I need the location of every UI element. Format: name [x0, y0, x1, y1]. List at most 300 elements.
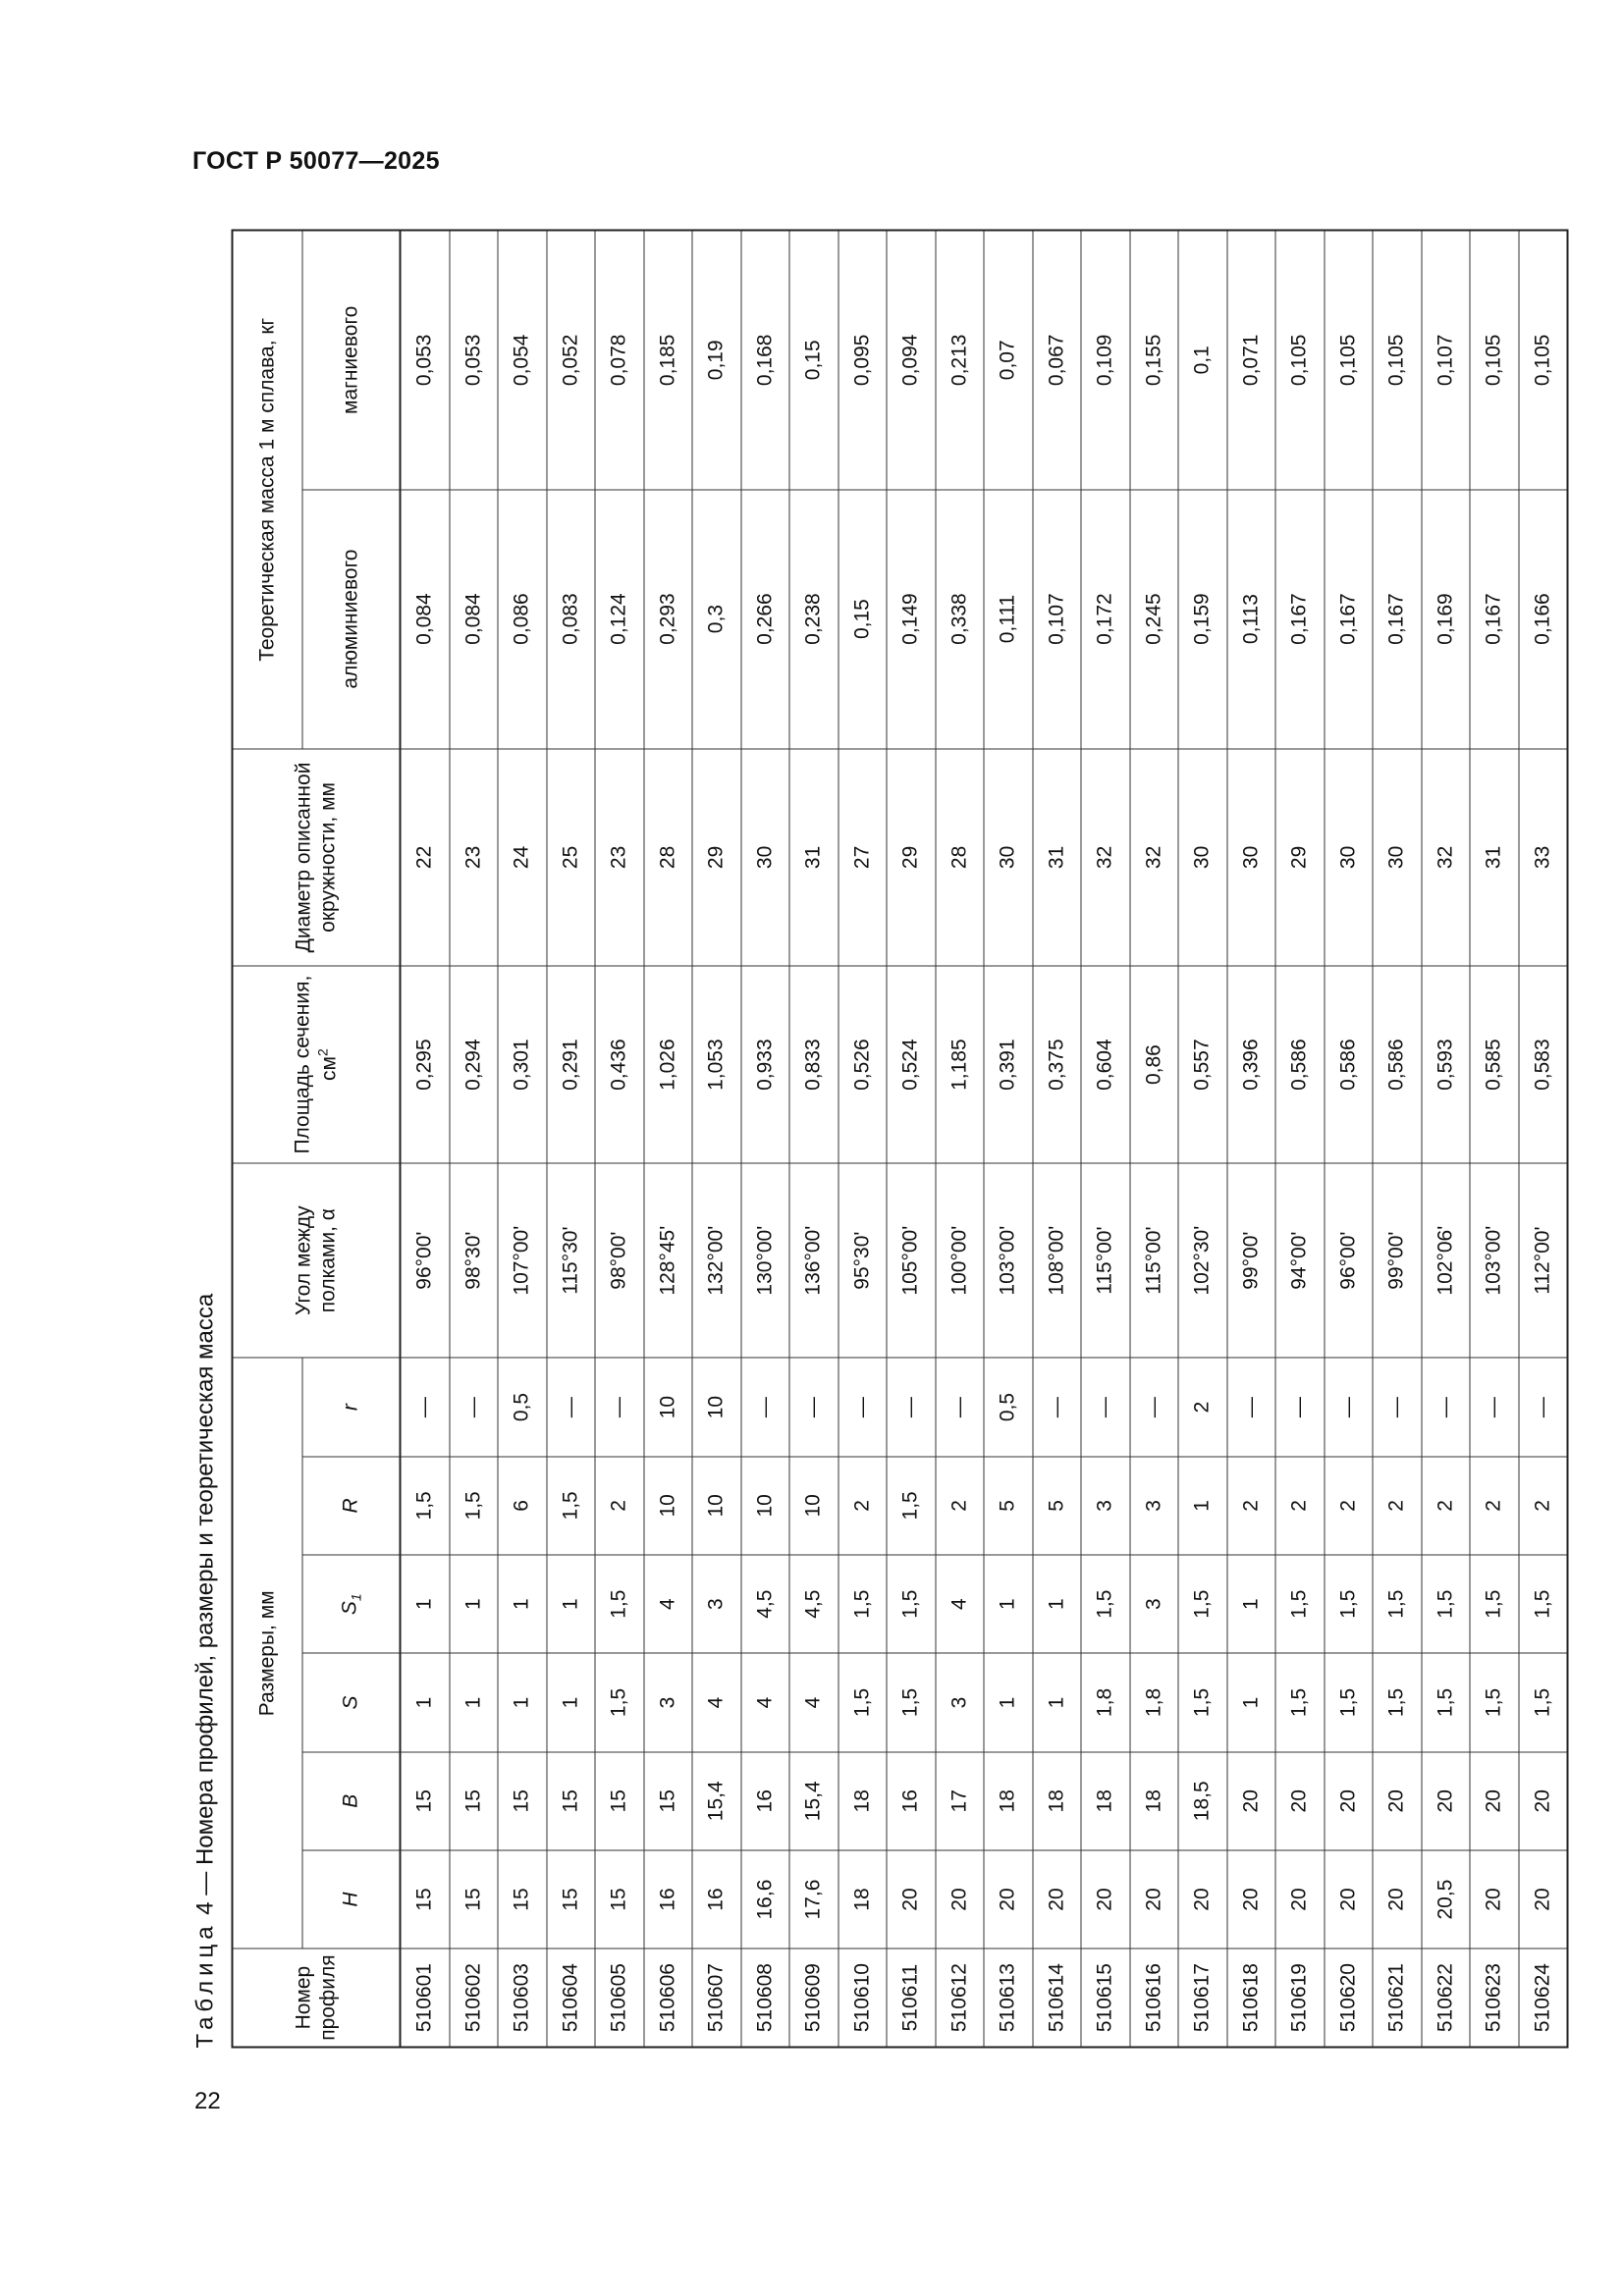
cell-mass-magnesium: 0,095 — [839, 231, 888, 490]
cell-R: 2 — [1373, 1457, 1422, 1555]
cell-r: — — [839, 1358, 888, 1456]
cell-B: 15 — [644, 1752, 693, 1850]
cell-diameter: 29 — [1275, 749, 1325, 967]
cell-S: 1 — [401, 1653, 450, 1751]
header-dimensions-group: Размеры, мм — [233, 1358, 303, 1949]
cell-H: 16 — [692, 1850, 741, 1949]
cell-mass-magnesium: 0,107 — [1422, 231, 1471, 490]
cell-area: 1,026 — [644, 966, 693, 1163]
cell-B: 18 — [839, 1752, 888, 1850]
cell-mass-magnesium: 0,094 — [887, 231, 936, 490]
cell-R: 1,5 — [401, 1457, 450, 1555]
cell-mass-aluminum: 0,169 — [1422, 490, 1471, 749]
cell-area: 0,583 — [1519, 966, 1568, 1163]
cell-profile-number: 510613 — [984, 1949, 1033, 2047]
cell-H: 20 — [1373, 1850, 1422, 1949]
cell-mass-aluminum: 0,167 — [1373, 490, 1422, 749]
cell-mass-aluminum: 0,167 — [1470, 490, 1519, 749]
cell-angle: 103°00' — [984, 1163, 1033, 1359]
cell-S1: 1,5 — [1325, 1555, 1374, 1653]
header-H: H — [302, 1850, 401, 1949]
cell-mass-aluminum: 0,113 — [1227, 490, 1276, 749]
cell-r: — — [547, 1358, 596, 1456]
header-R: R — [302, 1457, 401, 1555]
cell-angle: 98°30' — [450, 1163, 499, 1359]
cell-H: 20 — [1081, 1850, 1130, 1949]
cell-angle: 115°30' — [547, 1163, 596, 1359]
cell-H: 18 — [839, 1850, 888, 1949]
cell-B: 15 — [595, 1752, 644, 1850]
cell-S: 1,5 — [1178, 1653, 1227, 1751]
table-row — [450, 231, 499, 2048]
table-row — [984, 231, 1033, 2048]
cell-S1: 4 — [644, 1555, 693, 1653]
cell-angle: 102°30' — [1178, 1163, 1227, 1359]
cell-angle: 102°06' — [1422, 1163, 1471, 1359]
cell-H: 20 — [1275, 1850, 1325, 1949]
cell-H: 20 — [1227, 1850, 1276, 1949]
cell-area: 0,593 — [1422, 966, 1471, 1163]
cell-profile-number: 510603 — [498, 1949, 547, 2047]
cell-profile-number: 510607 — [692, 1949, 741, 2047]
cell-S1: 4 — [936, 1555, 985, 1653]
cell-r: — — [401, 1358, 450, 1456]
cell-H: 20 — [1519, 1850, 1568, 1949]
header-S1-sub: 1 — [348, 1593, 364, 1602]
table-row — [401, 231, 450, 2048]
cell-angle: 128°45' — [644, 1163, 693, 1359]
cell-S: 4 — [789, 1653, 839, 1751]
cell-S: 1,5 — [887, 1653, 936, 1751]
cell-S: 1,5 — [1519, 1653, 1568, 1751]
cell-angle: 95°30' — [839, 1163, 888, 1359]
cell-S: 4 — [692, 1653, 741, 1751]
table-row — [644, 231, 693, 2048]
cell-area: 0,933 — [741, 966, 790, 1163]
cell-mass-magnesium: 0,19 — [692, 231, 741, 490]
cell-H: 20 — [936, 1850, 985, 1949]
cell-R: 2 — [839, 1457, 888, 1555]
header-mass-group: Теоретическая масса 1 м сплава, кг — [233, 231, 303, 749]
cell-B: 15,4 — [692, 1752, 741, 1850]
cell-mass-magnesium: 0,07 — [984, 231, 1033, 490]
cell-S1: 1,5 — [1470, 1555, 1519, 1653]
caption-number: 4 — [191, 1901, 219, 1915]
cell-r: — — [1373, 1358, 1422, 1456]
cell-r: — — [1130, 1358, 1179, 1456]
cell-diameter: 30 — [1227, 749, 1276, 967]
cell-profile-number: 510609 — [789, 1949, 839, 2047]
cell-S: 1,5 — [1325, 1653, 1374, 1751]
cell-H: 15 — [595, 1850, 644, 1949]
cell-r: — — [1033, 1358, 1082, 1456]
cell-B: 20 — [1325, 1752, 1374, 1850]
cell-mass-aluminum: 0,086 — [498, 490, 547, 749]
cell-B: 20 — [1519, 1752, 1568, 1850]
cell-profile-number: 510621 — [1373, 1949, 1422, 2047]
cell-S: 1,5 — [595, 1653, 644, 1751]
caption-label: Таблица — [191, 1921, 219, 2049]
cell-H: 20 — [1178, 1850, 1227, 1949]
cell-mass-aluminum: 0,149 — [887, 490, 936, 749]
cell-profile-number: 510615 — [1081, 1949, 1130, 2047]
cell-area: 0,526 — [839, 966, 888, 1163]
cell-area: 0,557 — [1178, 966, 1227, 1163]
cell-mass-aluminum: 0,238 — [789, 490, 839, 749]
cell-S: 4 — [741, 1653, 790, 1751]
cell-r: — — [1325, 1358, 1374, 1456]
cell-r: — — [789, 1358, 839, 1456]
cell-profile-number: 510612 — [936, 1949, 985, 2047]
table-row — [1519, 231, 1568, 2048]
cell-r: — — [1081, 1358, 1130, 1456]
cell-area: 0,604 — [1081, 966, 1130, 1163]
cell-mass-magnesium: 0,052 — [547, 231, 596, 490]
cell-r: — — [1422, 1358, 1471, 1456]
cell-diameter: 30 — [1325, 749, 1374, 967]
cell-profile-number: 510623 — [1470, 1949, 1519, 2047]
cell-H: 20 — [984, 1850, 1033, 1949]
table-row — [741, 231, 790, 2048]
cell-mass-magnesium: 0,213 — [936, 231, 985, 490]
cell-R: 10 — [692, 1457, 741, 1555]
cell-r: 0,5 — [984, 1358, 1033, 1456]
cell-S1: 1 — [450, 1555, 499, 1653]
cell-angle: 107°00' — [498, 1163, 547, 1359]
cell-area: 1,053 — [692, 966, 741, 1163]
header-B: B — [302, 1752, 401, 1850]
cell-area: 0,301 — [498, 966, 547, 1163]
cell-area: 0,291 — [547, 966, 596, 1163]
cell-mass-magnesium: 0,105 — [1470, 231, 1519, 490]
cell-S: 1 — [1033, 1653, 1082, 1751]
cell-area: 0,586 — [1325, 966, 1374, 1163]
cell-mass-magnesium: 0,105 — [1325, 231, 1374, 490]
cell-H: 20 — [1470, 1850, 1519, 1949]
cell-S1: 1 — [1227, 1555, 1276, 1653]
cell-B: 20 — [1227, 1752, 1276, 1850]
cell-r: — — [1227, 1358, 1276, 1456]
cell-S1: 4,5 — [789, 1555, 839, 1653]
cell-angle: 105°00' — [887, 1163, 936, 1359]
cell-S: 1,5 — [1373, 1653, 1422, 1751]
header-S1-text: S — [338, 1601, 361, 1616]
cell-diameter: 28 — [936, 749, 985, 967]
cell-diameter: 23 — [595, 749, 644, 967]
cell-diameter: 25 — [547, 749, 596, 967]
header-area-text: Площадь сечения, см — [291, 975, 341, 1154]
cell-profile-number: 510624 — [1519, 1949, 1568, 2047]
cell-S1: 1 — [547, 1555, 596, 1653]
table-row — [1033, 231, 1082, 2048]
cell-S: 1 — [984, 1653, 1033, 1751]
cell-S1: 1,5 — [887, 1555, 936, 1653]
cell-profile-number: 510617 — [1178, 1949, 1227, 2047]
cell-R: 1,5 — [547, 1457, 596, 1555]
table-body — [401, 231, 1568, 2048]
cell-mass-aluminum: 0,107 — [1033, 490, 1082, 749]
header-area — [233, 966, 401, 1163]
cell-diameter: 30 — [1373, 749, 1422, 967]
cell-r: — — [1519, 1358, 1568, 1456]
cell-area: 0,86 — [1130, 966, 1179, 1163]
cell-mass-magnesium: 0,053 — [401, 231, 450, 490]
cell-area: 0,436 — [595, 966, 644, 1163]
table-row — [887, 231, 936, 2048]
cell-R: 6 — [498, 1457, 547, 1555]
header-r: r — [302, 1358, 401, 1456]
header-profile-number: Номер профиля — [233, 1949, 401, 2047]
cell-area: 0,396 — [1227, 966, 1276, 1163]
cell-profile-number: 510622 — [1422, 1949, 1471, 2047]
cell-S: 1 — [498, 1653, 547, 1751]
cell-mass-aluminum: 0,111 — [984, 490, 1033, 749]
profiles-table — [232, 230, 1569, 2049]
cell-R: 2 — [1227, 1457, 1276, 1555]
cell-diameter: 28 — [644, 749, 693, 967]
cell-S: 1,5 — [1470, 1653, 1519, 1751]
cell-diameter: 27 — [839, 749, 888, 967]
cell-mass-magnesium: 0,168 — [741, 231, 790, 490]
cell-S1: 1 — [401, 1555, 450, 1653]
cell-S1: 1,5 — [1422, 1555, 1471, 1653]
cell-area: 0,586 — [1373, 966, 1422, 1163]
cell-r: — — [1470, 1358, 1519, 1456]
cell-r: — — [1275, 1358, 1325, 1456]
cell-B: 15 — [401, 1752, 450, 1850]
cell-diameter: 23 — [450, 749, 499, 967]
table-row — [692, 231, 741, 2048]
table-row — [1422, 231, 1471, 2048]
cell-area: 1,185 — [936, 966, 985, 1163]
cell-mass-magnesium: 0,105 — [1519, 231, 1568, 490]
table-row — [1227, 231, 1276, 2048]
cell-S1: 1,5 — [1519, 1555, 1568, 1653]
cell-mass-aluminum: 0,172 — [1081, 490, 1130, 749]
cell-profile-number: 510604 — [547, 1949, 596, 2047]
table-row — [498, 231, 547, 2048]
cell-H: 20 — [1033, 1850, 1082, 1949]
cell-B: 18,5 — [1178, 1752, 1227, 1850]
cell-profile-number: 510616 — [1130, 1949, 1179, 2047]
cell-diameter: 30 — [741, 749, 790, 967]
cell-profile-number: 510602 — [450, 1949, 499, 2047]
cell-r: — — [450, 1358, 499, 1456]
cell-R: 10 — [644, 1457, 693, 1555]
cell-R: 2 — [936, 1457, 985, 1555]
cell-S1: 4,5 — [741, 1555, 790, 1653]
cell-S1: 1,5 — [839, 1555, 888, 1653]
cell-R: 2 — [1519, 1457, 1568, 1555]
caption-text: — Номера профилей, размеры и теоретическая масса — [191, 1293, 219, 1896]
cell-mass-magnesium: 0,185 — [644, 231, 693, 490]
cell-S1: 3 — [692, 1555, 741, 1653]
cell-profile-number: 510605 — [595, 1949, 644, 2047]
cell-mass-magnesium: 0,067 — [1033, 231, 1082, 490]
cell-mass-aluminum: 0,3 — [692, 490, 741, 749]
header-angle: Угол между полками, α — [233, 1163, 401, 1359]
table-row — [1275, 231, 1325, 2048]
cell-profile-number: 510611 — [887, 1949, 936, 2047]
cell-diameter: 30 — [1178, 749, 1227, 967]
cell-S1: 1 — [498, 1555, 547, 1653]
cell-R: 2 — [1325, 1457, 1374, 1555]
cell-B: 15 — [450, 1752, 499, 1850]
cell-area: 0,295 — [401, 966, 450, 1163]
cell-S: 1,5 — [839, 1653, 888, 1751]
cell-S1: 1,5 — [595, 1555, 644, 1653]
cell-diameter: 29 — [692, 749, 741, 967]
cell-mass-magnesium: 0,105 — [1373, 231, 1422, 490]
cell-mass-aluminum: 0,338 — [936, 490, 985, 749]
cell-R: 2 — [1422, 1457, 1471, 1555]
cell-angle: 99°00' — [1227, 1163, 1276, 1359]
cell-profile-number: 510608 — [741, 1949, 790, 2047]
cell-B: 18 — [984, 1752, 1033, 1850]
cell-mass-aluminum: 0,124 — [595, 490, 644, 749]
cell-diameter: 31 — [789, 749, 839, 967]
cell-area: 0,585 — [1470, 966, 1519, 1163]
cell-area: 0,586 — [1275, 966, 1325, 1163]
cell-r: 0,5 — [498, 1358, 547, 1456]
cell-diameter: 32 — [1130, 749, 1179, 967]
cell-mass-aluminum: 0,266 — [741, 490, 790, 749]
cell-S1: 1,5 — [1373, 1555, 1422, 1653]
cell-area: 0,294 — [450, 966, 499, 1163]
cell-R: 5 — [984, 1457, 1033, 1555]
header-S: S — [302, 1653, 401, 1751]
cell-mass-aluminum: 0,293 — [644, 490, 693, 749]
cell-R: 5 — [1033, 1457, 1082, 1555]
cell-R: 2 — [1470, 1457, 1519, 1555]
cell-S: 1 — [450, 1653, 499, 1751]
cell-diameter: 22 — [401, 749, 450, 967]
cell-r: — — [887, 1358, 936, 1456]
cell-mass-magnesium: 0,1 — [1178, 231, 1227, 490]
cell-angle: 130°00' — [741, 1163, 790, 1359]
cell-profile-number: 510610 — [839, 1949, 888, 2047]
cell-B: 15 — [498, 1752, 547, 1850]
cell-B: 18 — [1033, 1752, 1082, 1850]
cell-mass-magnesium: 0,053 — [450, 231, 499, 490]
cell-mass-magnesium: 0,071 — [1227, 231, 1276, 490]
table-row — [839, 231, 888, 2048]
cell-angle: 96°00' — [1325, 1163, 1374, 1359]
cell-H: 20 — [887, 1850, 936, 1949]
rotated-table-area — [191, 230, 1554, 2049]
cell-mass-magnesium: 0,054 — [498, 231, 547, 490]
cell-diameter: 30 — [984, 749, 1033, 967]
table-row — [1178, 231, 1227, 2048]
cell-B: 16 — [741, 1752, 790, 1850]
cell-diameter: 24 — [498, 749, 547, 967]
cell-B: 15,4 — [789, 1752, 839, 1850]
cell-S1: 3 — [1130, 1555, 1179, 1653]
cell-S: 3 — [644, 1653, 693, 1751]
table-row — [595, 231, 644, 2048]
cell-angle: 136°00' — [789, 1163, 839, 1359]
cell-profile-number: 510619 — [1275, 1949, 1325, 2047]
cell-mass-aluminum: 0,167 — [1325, 490, 1374, 749]
cell-mass-magnesium: 0,078 — [595, 231, 644, 490]
cell-S1: 1,5 — [1178, 1555, 1227, 1653]
cell-angle: 112°00' — [1519, 1163, 1568, 1359]
cell-mass-aluminum: 0,159 — [1178, 490, 1227, 749]
cell-diameter: 32 — [1081, 749, 1130, 967]
cell-H: 15 — [498, 1850, 547, 1949]
cell-B: 20 — [1422, 1752, 1471, 1850]
cell-B: 20 — [1470, 1752, 1519, 1850]
page-number: 22 — [194, 2088, 221, 2114]
cell-B: 15 — [547, 1752, 596, 1850]
cell-R: 2 — [1275, 1457, 1325, 1555]
cell-R: 10 — [741, 1457, 790, 1555]
cell-angle: 132°00' — [692, 1163, 741, 1359]
cell-mass-aluminum: 0,167 — [1275, 490, 1325, 749]
cell-r: 2 — [1178, 1358, 1227, 1456]
cell-r: 10 — [644, 1358, 693, 1456]
cell-S: 1,5 — [1275, 1653, 1325, 1751]
cell-S: 3 — [936, 1653, 985, 1751]
cell-H: 16 — [644, 1850, 693, 1949]
cell-angle: 98°00' — [595, 1163, 644, 1359]
cell-H: 15 — [547, 1850, 596, 1949]
cell-angle: 96°00' — [401, 1163, 450, 1359]
cell-R: 1,5 — [450, 1457, 499, 1555]
header-diameter: Диаметр описанной окружности, мм — [233, 749, 401, 967]
cell-B: 18 — [1130, 1752, 1179, 1850]
cell-H: 15 — [450, 1850, 499, 1949]
cell-B: 20 — [1373, 1752, 1422, 1850]
cell-mass-aluminum: 0,166 — [1519, 490, 1568, 749]
document-code: ГОСТ Р 50077—2025 — [192, 147, 440, 175]
cell-diameter: 31 — [1470, 749, 1519, 967]
header-mass-magnesium: магниевого — [302, 231, 401, 490]
cell-H: 20 — [1325, 1850, 1374, 1949]
cell-angle: 94°00' — [1275, 1163, 1325, 1359]
table-row — [1373, 231, 1422, 2048]
cell-R: 3 — [1081, 1457, 1130, 1555]
cell-mass-aluminum: 0,084 — [450, 490, 499, 749]
cell-diameter: 29 — [887, 749, 936, 967]
cell-R: 1 — [1178, 1457, 1227, 1555]
cell-mass-aluminum: 0,15 — [839, 490, 888, 749]
cell-profile-number: 510618 — [1227, 1949, 1276, 2047]
cell-area: 0,375 — [1033, 966, 1082, 1163]
cell-angle: 103°00' — [1470, 1163, 1519, 1359]
cell-profile-number: 510620 — [1325, 1949, 1374, 2047]
cell-diameter: 32 — [1422, 749, 1471, 967]
cell-area: 0,524 — [887, 966, 936, 1163]
cell-R: 1,5 — [887, 1457, 936, 1555]
cell-area: 0,833 — [789, 966, 839, 1163]
cell-H: 15 — [401, 1850, 450, 1949]
table-caption — [192, 1294, 220, 2049]
table-row — [1325, 231, 1374, 2048]
cell-H: 17,6 — [789, 1850, 839, 1949]
header-mass-aluminum: алюминиевого — [302, 490, 401, 749]
table-row — [1470, 231, 1519, 2048]
cell-S: 1,5 — [1422, 1653, 1471, 1751]
table-row — [1081, 231, 1130, 2048]
cell-S1: 1 — [1033, 1555, 1082, 1653]
cell-B: 20 — [1275, 1752, 1325, 1850]
cell-H: 20,5 — [1422, 1850, 1471, 1949]
table-row — [789, 231, 839, 2048]
header-area-sup: 2 — [314, 1048, 331, 1057]
cell-B: 16 — [887, 1752, 936, 1850]
cell-angle: 99°00' — [1373, 1163, 1422, 1359]
